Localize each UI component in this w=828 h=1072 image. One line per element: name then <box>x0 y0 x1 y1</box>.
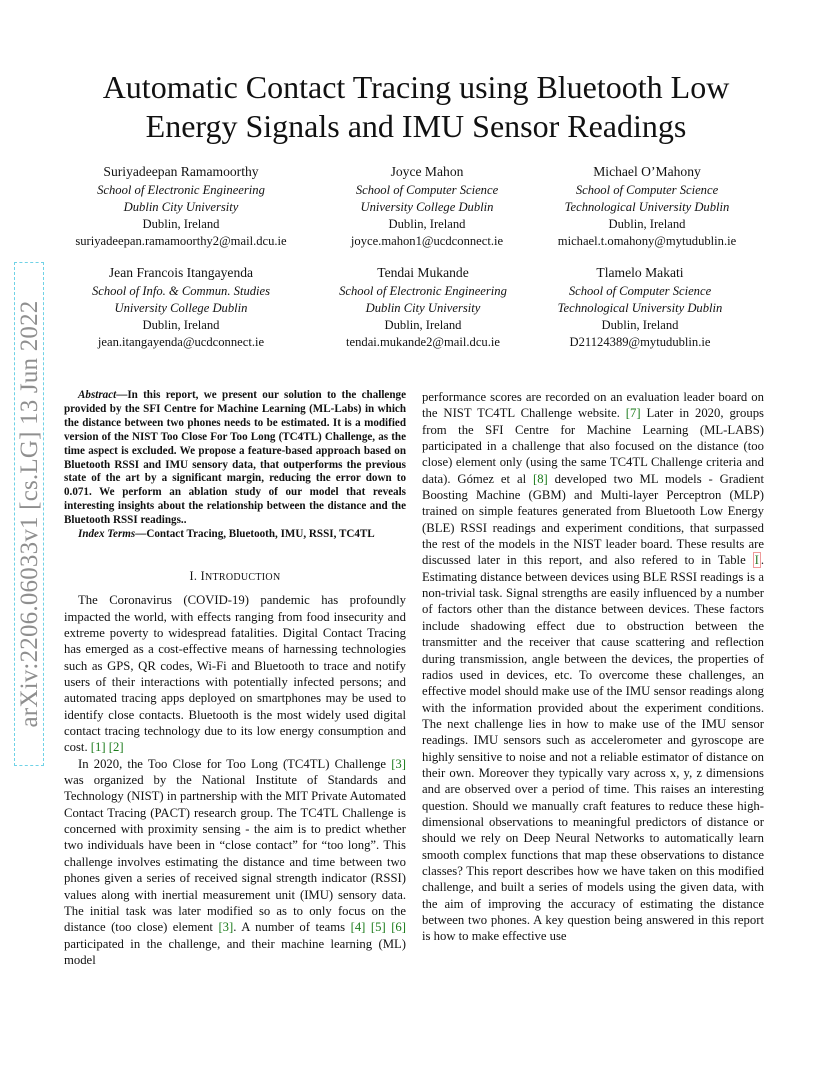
paragraph-text: The Coronavirus (COVID-19) pandemic has profoundly impacted the world, with effects ranging from food insecurity and extreme poverty to widespread fatalities. Digital Contact Tracing has emerged as a cost-effective means of harnessing technologies such as GPS, QR codes, Wi-Fi and Bluetooth to trace and notify users of their interactions with potentially infected persons; and automated tracing apps deployed on smartphones may be used to identify close contacts. Bluetooth is the most widely used digital contact tracing technology due to its low energy consumption and cost. <box>64 593 406 755</box>
author-block <box>522 163 772 250</box>
author-location: Dublin, Ireland <box>384 318 462 332</box>
section-title-initial: I <box>200 568 205 583</box>
author-email: D21124389@mytudublin.ie <box>569 335 711 349</box>
abstract-text: —In this report, we present our solution to the challenge provided by the SFI Centre for Machine Learning (ML-Labs) in which the distance between two phones needs to be estimated. It is a modified version of the NIST Too Close For Too Long (TC4TL) Challenge, as the time aspect is excluded. We propose a feature-based approach based on Bluetooth RSSI and IMU sensory data, that outperforms the previous state of the art by a significant margin, reducing the error down to 0.071. We perform an ablation study of our model that reveals interesting insights about the relationship between the distance and the Bluetooth RSSI readings.. <box>64 389 406 527</box>
author-department: School of Info. & Commun. Studies <box>91 284 271 298</box>
section-numeral: I. <box>189 568 198 583</box>
author-department: School of Electronic Engineering <box>339 284 507 298</box>
citation-link[interactable]: [8] <box>532 471 548 486</box>
section-heading <box>64 568 406 586</box>
author-institution: University College Dublin <box>114 301 248 315</box>
author-department: School of Electronic Engineering <box>97 183 265 197</box>
author-location: Dublin, Ireland <box>601 318 679 332</box>
paragraph-text: performance scores are recorded on an evaluation leader board on the NIST TC4TL Challenge website. <box>422 390 764 421</box>
abstract-label: Abstract <box>78 389 117 401</box>
index-terms-label: Index Terms <box>78 528 136 541</box>
paragraph-text: participated in the challenge, and their machine learning (ML) model <box>64 936 406 967</box>
intro-paragraph-2 <box>64 756 406 968</box>
author-block <box>56 163 306 250</box>
author-email: michael.t.omahony@mytudublin.ie <box>557 234 737 248</box>
table-reference-link[interactable]: I <box>754 553 759 568</box>
intro-paragraph-1 <box>64 592 406 755</box>
right-column <box>422 389 764 945</box>
paragraph-text: was organized by the National Institute of Standards and Technology (NIST) in partnership with the MIT Private Automated Contact Tracing (PACT) research group. The TC4TL Challenge is concerned with proximity sensing - the aim is to predict whether two individuals have been in “close contact” for “too long”. This challenge involves estimating the distance and time between two phones given a series of received signal strength indicator (RSSI) values along with inertial measurement unit (IMU) sensory data. The initial task was later modified so as to only focus on the distance (too close) element <box>64 773 406 935</box>
author-institution: Dublin City University <box>365 301 481 315</box>
author-institution: Dublin City University <box>123 200 239 214</box>
arxiv-identifier[interactable]: arXiv:2206.06033v1 [cs.LG] 13 Jun 2022 <box>16 300 43 728</box>
left-column <box>64 389 406 968</box>
section-title-rest: NTRODUCTION <box>204 571 281 583</box>
intro-paragraph-3 <box>422 389 764 945</box>
author-department: School of Computer Science <box>355 183 499 197</box>
citation-link[interactable]: [7] <box>625 406 641 421</box>
author-block <box>302 163 552 250</box>
index-terms-text: —Contact Tracing, Bluetooth, IMU, RSSI, TC4TL <box>135 528 375 541</box>
author-institution: University College Dublin <box>360 200 494 214</box>
author-department: School of Computer Science <box>575 183 719 197</box>
arxiv-stamp <box>12 262 48 766</box>
citation-link[interactable]: [3] <box>218 920 234 935</box>
author-name: Michael O’Mahony <box>593 164 701 179</box>
author-name: Tendai Mukande <box>377 265 469 280</box>
abstract <box>64 389 406 528</box>
author-institution: Technological University Dublin <box>564 200 730 214</box>
author-name: Jean Francois Itangayenda <box>108 265 254 280</box>
author-name: Suriyadeepan Ramamoorthy <box>103 164 259 179</box>
author-email: jean.itangayenda@ucdconnect.ie <box>97 335 265 349</box>
author-block <box>56 264 306 351</box>
author-block <box>298 264 548 351</box>
index-terms <box>64 528 406 542</box>
author-location: Dublin, Ireland <box>388 217 466 231</box>
citation-link[interactable]: [2] <box>108 740 124 755</box>
paragraph-text: In 2020, the Too Close for Too Long (TC4TL) Challenge <box>78 756 392 771</box>
author-location: Dublin, Ireland <box>142 318 220 332</box>
author-email: joyce.mahon1@ucdconnect.ie <box>350 234 504 248</box>
author-block <box>515 264 765 351</box>
paper-title: Automatic Contact Tracing using Bluetooth Low Energy Signals and IMU Sensor Readings <box>102 69 730 144</box>
citation-link[interactable]: [6] <box>391 920 406 935</box>
author-name: Joyce Mahon <box>390 164 464 179</box>
author-email: tendai.mukande2@mail.dcu.ie <box>346 335 500 349</box>
paragraph-text: developed two ML models - Gradient Boosting Machine (GBM) and Multi-layer Perceptron (MLP) trained on simple features generated from Bluetooth Low Energy (BLE) RSSI readings and experiment conditions, that surpassed the rest of the models in the NIST leader board. These results are discussed later in this report, and also refered to in Table <box>422 471 764 568</box>
paragraph-text: . A number of teams <box>233 920 351 935</box>
paragraph-text: Later in 2020, groups from the SFI Centre for Machine Learning (ML-LABS) participated in a challenge that also focused on the distance (too close) element only (using the same TC4TL Challenge criteria and data). Gómez et al <box>422 406 764 486</box>
author-email: suriyadeepan.ramamoorthy2@mail.dcu.ie <box>75 234 287 248</box>
citation-link[interactable]: [3] <box>391 756 406 771</box>
paragraph-text: . Estimating distance between devices using BLE RSSI readings is a non-trivial task. Signal strengths are easily influenced by a number of factors other than the distance between devices. These factors include shadowing effect due to obstruction between the transmitter and the receiver that cause scattering and reflection during transmission, angle between the devices, the properties of radios used in devices, etc. To overcome these challenges, an effective model should make use of the IMU sensor readings along with the information provided about the experiment conditions. The next challenge lies in how to make use of the IMU sensor readings. IMU sensors such as accelerometer and gyroscope are highly sensitive to noise and not a reliable estimator of distance on their own. Moreover they typically vary across x, y, z dimensions and are observed over a period of time. This raises an interesting question. Should we manually craft features to reduce these high-dimensional observations to meaningful predictors of distance or should we rely on Deep Neural Networks to automatically learn smooth complex functions that map these observations to distance classes? This report describes how we have taken on this modified challenge, and built a series of models using the given data, with the aim of improving the accuracy of estimating the distance between two phones. A key question being answered in this report is how to make effective use <box>422 553 764 944</box>
citation-link[interactable]: [5] <box>370 920 386 935</box>
author-location: Dublin, Ireland <box>142 217 220 231</box>
author-department: School of Computer Science <box>568 284 712 298</box>
citation-link[interactable]: [4] <box>350 920 366 935</box>
author-location: Dublin, Ireland <box>608 217 686 231</box>
author-institution: Technological University Dublin <box>557 301 723 315</box>
author-name: Tlamelo Makati <box>596 265 684 280</box>
citation-link[interactable]: [1] <box>90 740 106 755</box>
